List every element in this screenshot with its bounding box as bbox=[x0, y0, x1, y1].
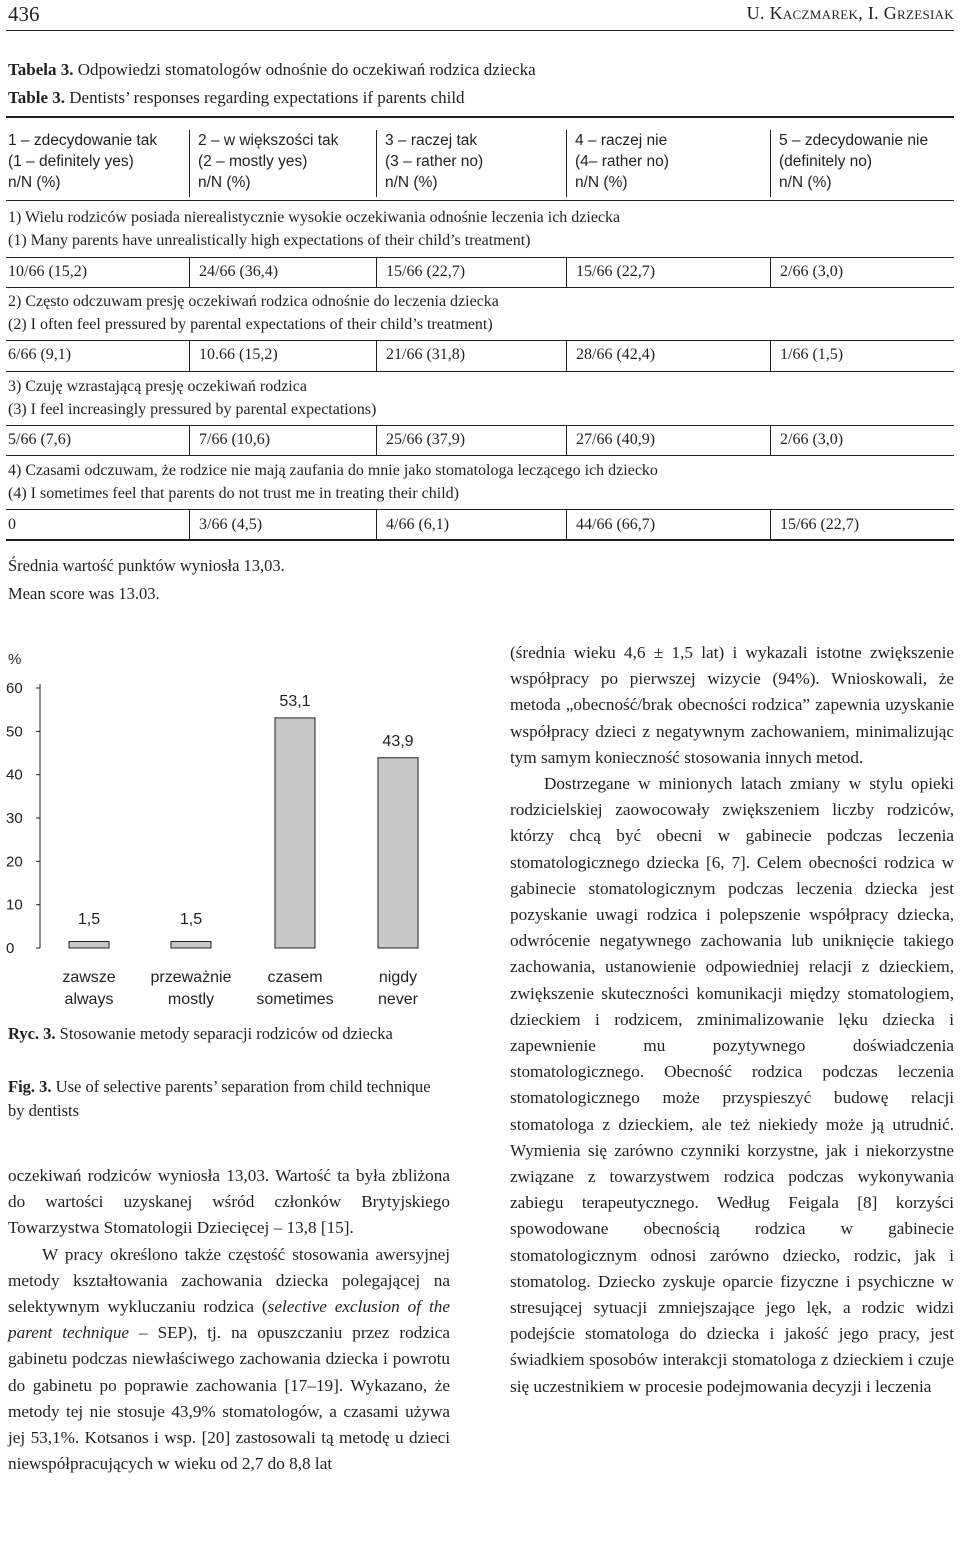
column-header-3: 3 – raczej tak (3 – rather no) n/N (%) bbox=[376, 130, 565, 197]
x-tick-label-en: always bbox=[64, 991, 114, 1008]
table-cell: 15/66 (22,7) bbox=[386, 263, 466, 280]
column-header-1: 1 – zdecydowanie tak (1 – definitely yes) n/N (%) bbox=[8, 132, 158, 191]
table-rule bbox=[6, 455, 954, 456]
table-row-1-values bbox=[0, 257, 960, 287]
page-number: 436 bbox=[8, 2, 40, 26]
column-header-4: 4 – raczej nie (4– rather no) n/N (%) bbox=[566, 130, 765, 197]
y-tick-label: 60 bbox=[6, 680, 23, 697]
column-header-2: 2 – w większości tak (2 – mostly yes) n/N (%) bbox=[189, 130, 378, 197]
paragraph: W pracy określono także częstość stosowania awersyjnej metody kształtowania zachowania dziecka polegającej na selektywnym wykluczaniu rodzica (selective exclusion of the parent technique – SEP), tj. na opuszczaniu przez rodzica gabinetu podczas niewłaściwego zachowania dziecka i powrotu do gabinetu po poprawie zachowania [17–19]. Wykazano, że metody tej nie stosuje 43,9% stomatologów, a czasami używa jej 53,1%. Kotsanos i wsp. [20] zastosowali tą metodę u dzieci niewspółpracujących w wieku od 2,7 do 8,8 lat bbox=[8, 1244, 450, 1474]
table-cell: 5/66 (7,6) bbox=[8, 431, 72, 448]
y-axis bbox=[6, 680, 40, 957]
paragraph: oczekiwań rodziców wyniosła 13,03. Wartość ta była zbliżona do wartości uzyskanej wśród członków Brytyjskiego Towarzystwa Stomatologii Dziecięcej – 13,8 [15]. bbox=[8, 1166, 450, 1238]
table-header-rule bbox=[6, 200, 954, 201]
table-caption-pl-text: Odpowiedzi stomatologów odnośnie do oczekiwań rodzica dziecka bbox=[73, 60, 536, 79]
data-label: 1,5 bbox=[179, 911, 203, 928]
paragraph: (średnia wieku 4,6 ± 1,5 lat) i wykazali istotne zwiększenie współpracy po pierwszej wizycie (94%). Wnioskowali, że metoda „obecność/brak obecności rodzica” zapewnia uzyskanie współpracy dzieci z negatywnym zachowaniem, minimalizując tym samym konieczność stosowania innych metod. bbox=[510, 643, 954, 767]
body-text-left bbox=[8, 1163, 450, 1477]
y-tick-label: 10 bbox=[6, 896, 23, 914]
x-tick-label-pl: przeważnie bbox=[150, 969, 232, 986]
x-tick-label-en: never bbox=[377, 991, 419, 1008]
table-rule bbox=[6, 371, 954, 372]
y-tick-label: 0 bbox=[6, 940, 15, 957]
y-tick-label: 30 bbox=[6, 810, 23, 827]
x-tick-label-en: mostly bbox=[167, 991, 215, 1008]
table-rule bbox=[6, 287, 954, 288]
table-bottom-rule bbox=[6, 539, 954, 541]
paragraph: Dostrzegane w minionych latach zmiany w stylu opieki rodzicielskiej zaowocowały zwiększeniem liczby rodziców, którzy chcą być obecni w gabinecie podczas leczenia stomatologicznego dziecka [6, 7]. Celem obecności rodzica w gabinecie stomatologicznym podczas leczenia dziecka jest pozyskanie uwagi rodzica i polepszenie współpracy dziecka, odwrócenie negatywnego zachowania lub uniknięcie takiego zachowania, ustanowienie odpowiedniej relacji z dzieckiem, zwiększenie skuteczności komunikacji między stomatologiem, dzieckiem i rodzicem, zminimalizowanie lęku dziecka i zapewnienie mu pozytywnego doświadczenia stomatologicznego. Obecność rodzica podczas leczenia stomatologicznego może przyspieszyć budowę relacji stomatologa z dzieckiem, ale też niekiedy może ją utrudnić. Wymienia się zarówno czynniki korzystne, jak i niekorzystne związane z towarzystwem rodzica podczas wykonywania zabiegu terapeutycznego. Według Feigala [8] korzyści spowodowane obecnością rodzica w gabinecie stomatologicznym odnosi zarówno dziecko, rodzic, jak i stomatolog. Dziecko zyskuje oparcie fizyczne i psychiczne w stresującej sytuacji zmniejszające jego lęk, a rodzic widzi podejście stomatologa do dziecka i jakość jego pracy, jest świadkiem sposobów interakcji stomatologa z dzieckiem i czuje się uczestnikiem w procesie podejmowania decyzji i leczenia bbox=[510, 774, 954, 1396]
table-caption-en bbox=[8, 88, 465, 108]
x-tick-label-pl: zawsze bbox=[62, 969, 116, 986]
table-row-3-values bbox=[0, 425, 960, 455]
header-rule bbox=[6, 30, 954, 31]
table-row-1-question: 1) Wielu rodziców posiada nierealistycznie wysokie oczekiwania odnośnie leczenia ich dziecka (1) Many parents have unrealistically high expectations of their child’s treatment) bbox=[8, 209, 621, 249]
x-axis-labels bbox=[62, 969, 418, 1008]
table-cell: 27/66 (40,9) bbox=[576, 431, 656, 448]
table-caption-pl-label: Tabela 3. bbox=[8, 60, 74, 79]
table-row-4-question: 4) Czasami odczuwam, że rodzice nie mają zaufania do mnie jako stomatologa leczącego ich dziecko (4) I sometimes feel that parents do not trust me in treating their child) bbox=[8, 462, 658, 502]
table-cell: 28/66 (42,4) bbox=[576, 346, 656, 363]
x-tick-label-en: sometimes bbox=[256, 991, 334, 1008]
table-row-3-question: 3) Czuję wzrastającą presję oczekiwań rodzica (3) I feel increasingly pressured by parental expectations) bbox=[8, 378, 377, 418]
bar bbox=[69, 942, 109, 949]
bar bbox=[275, 718, 315, 948]
table-top-rule bbox=[6, 116, 954, 118]
figure-caption-en: Fig. 3. Use of selective parents’ separation from child technique by dentists bbox=[8, 1077, 431, 1120]
table-row-4-values bbox=[0, 509, 960, 539]
table-note-en: Mean score was 13.03. bbox=[8, 584, 160, 603]
figure-label-en: Fig. 3. bbox=[8, 1077, 52, 1096]
table-cell: 0 bbox=[8, 516, 16, 533]
bar bbox=[171, 942, 211, 949]
value-labels bbox=[78, 693, 414, 928]
table-caption-en-text: Dentists’ responses regarding expectations if parents child bbox=[65, 88, 465, 107]
figure-label-pl: Ryc. 3. bbox=[8, 1024, 56, 1043]
column-header-5: 5 – zdecydowanie nie (definitely no) n/N (%) bbox=[770, 130, 959, 197]
table-cell: 2/66 (3,0) bbox=[780, 431, 844, 448]
table-cell: 25/66 (37,9) bbox=[386, 431, 466, 448]
y-axis-label: % bbox=[8, 651, 22, 668]
table-cell: 44/66 (66,7) bbox=[576, 516, 656, 533]
table-cell: 2/66 (3,0) bbox=[780, 263, 844, 280]
table-cell: 15/66 (22,7) bbox=[780, 516, 860, 533]
x-tick-label-pl: czasem bbox=[267, 969, 323, 986]
table-cell: 4/66 (6,1) bbox=[386, 516, 450, 533]
table-cell: 10.66 (15,2) bbox=[199, 346, 278, 363]
table-cell: 7/66 (10,6) bbox=[199, 431, 271, 448]
table-caption-pl bbox=[8, 60, 536, 80]
table-cell: 21/66 (31,8) bbox=[386, 346, 466, 363]
table-cell: 24/66 (36,4) bbox=[199, 263, 279, 280]
body-text-right bbox=[510, 640, 954, 1400]
data-label: 1,5 bbox=[77, 911, 101, 928]
y-tick-label: 20 bbox=[6, 853, 23, 871]
bar-chart bbox=[0, 640, 460, 1020]
table-cell: 3/66 (4,5) bbox=[199, 516, 263, 533]
bar bbox=[378, 758, 418, 948]
table-caption-en-label: Table 3. bbox=[8, 88, 66, 107]
running-header-authors: U. Kaczmarek, I. Grzesiak bbox=[746, 3, 954, 23]
x-tick-label-pl: nigdy bbox=[378, 969, 418, 986]
bars bbox=[69, 718, 418, 948]
table-cell: 15/66 (22,7) bbox=[576, 263, 656, 280]
table-row-2-question: 2) Często odczuwam presję oczekiwań rodzica odnośnie do leczenia dziecka (2) I often feel pressured by parental expectations of their child’s treatment) bbox=[8, 293, 499, 333]
table-note-pl: Średnia wartość punktów wyniosła 13,03. bbox=[8, 556, 285, 575]
table-row-2-values bbox=[0, 340, 960, 371]
figure-caption-pl: Ryc. 3. Stosowanie metody separacji rodziców od dziecka bbox=[8, 1024, 393, 1043]
data-label: 53,1 bbox=[279, 692, 311, 710]
y-tick-label: 40 bbox=[6, 766, 23, 784]
y-tick-label: 50 bbox=[6, 723, 23, 741]
table-cell: 6/66 (9,1) bbox=[8, 346, 72, 363]
table-cell: 10/66 (15,2) bbox=[8, 263, 88, 280]
data-label: 43,9 bbox=[382, 732, 414, 750]
table-cell: 1/66 (1,5) bbox=[780, 346, 844, 363]
